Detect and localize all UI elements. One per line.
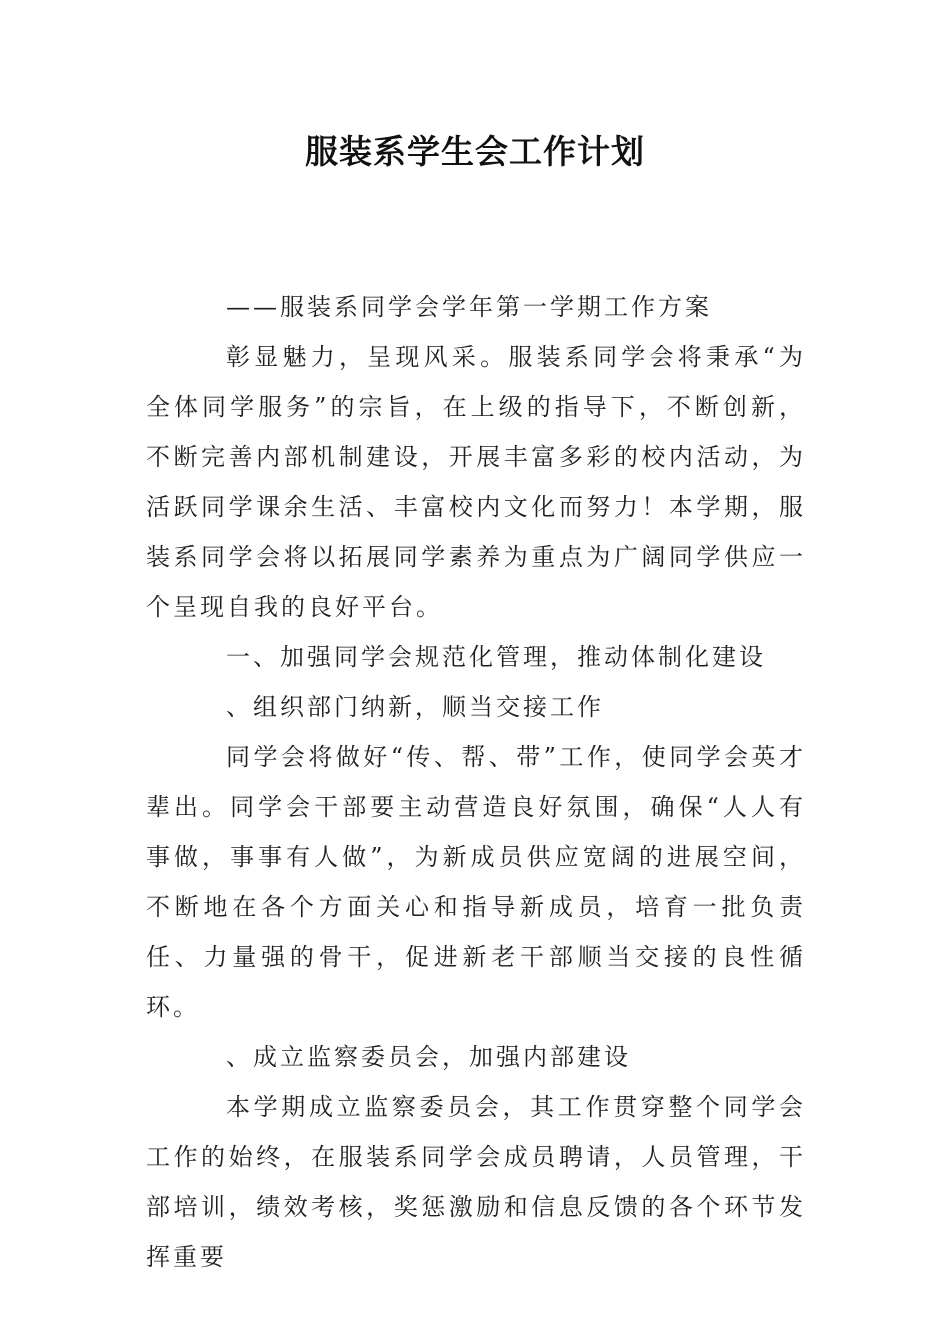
intro-paragraph: 彰显魅力，呈现风采。服装系同学会将秉承“为全体同学服务”的宗旨，在上级的指导下，不断创新，不断完善内部机制建设，开展丰富多彩的校内活动，为活跃同学课余生活、丰富校内文化而努力！本学期，服装系同学会将以拓展同学素养为重点为广阔同学供应一个呈现自我的良好平台。 [146, 343, 806, 621]
document-body [146, 282, 806, 1282]
section-heading-1: 一、加强同学会规范化管理，推动体制化建设 [226, 643, 766, 671]
body-paragraph-1: 同学会将做好“传、帮、带”工作，使同学会英才辈出。同学会干部要主动营造良好氛围，确保“人人有事做，事事有人做”，为新成员供应宽阔的进展空间，不断地在各个方面关心和指导新成员，培育一批负责任、力量强的骨干，促进新老干部顺当交接的良性循环。 [146, 743, 806, 1021]
document-title: 服装系学生会工作计划 [305, 132, 645, 171]
body-paragraph-2: 本学期成立监察委员会，其工作贯穿整个同学会工作的始终，在服装系同学会成员聘请，人员管理，干部培训，绩效考核，奖惩激励和信息反馈的各个环节发挥重要 [146, 1093, 806, 1271]
subsection-heading-2: 、成立监察委员会，加强内部建设 [226, 1043, 631, 1071]
subtitle-paragraph: ——服装系同学会学年第一学期工作方案 [226, 293, 712, 321]
subsection-heading-1: 、组织部门纳新，顺当交接工作 [226, 693, 604, 721]
